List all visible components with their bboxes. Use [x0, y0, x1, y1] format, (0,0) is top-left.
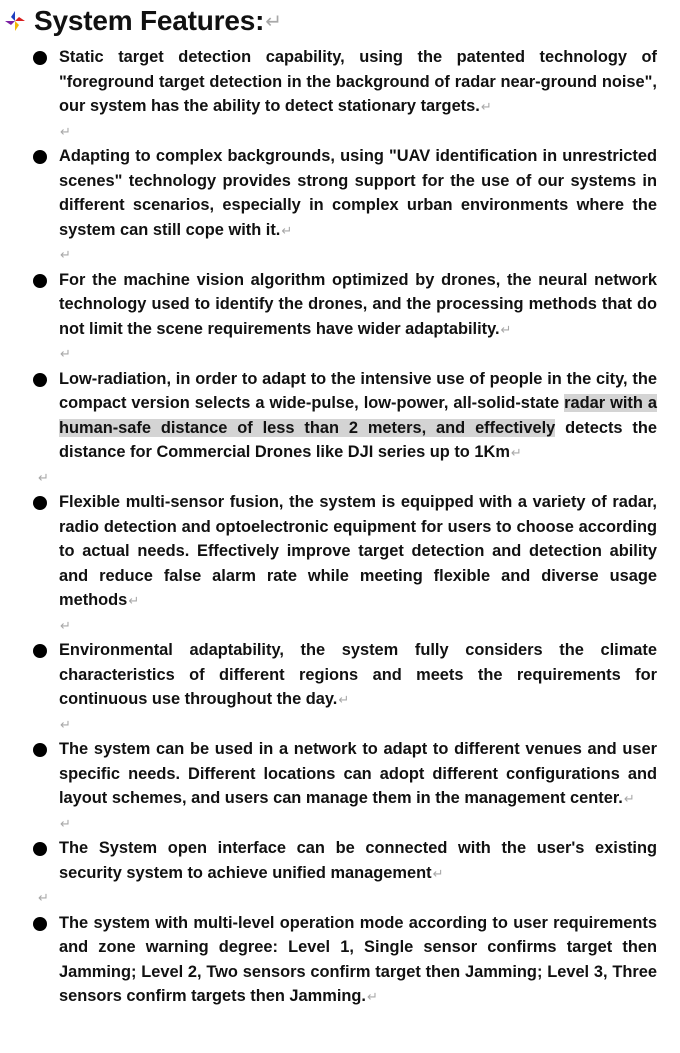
list-item-text: Flexible multi-sensor fusion, the system is equipped with a variety of radar, radio detection and optoelectronic equipment for users to choose according to actual needs. Effectively improve target detection and detection ability and reduce false alarm rate while meeting flexible and diverse usage methods	[59, 493, 657, 609]
empty-paragraph	[0, 342, 680, 367]
section-heading	[4, 3, 282, 39]
pinwheel-bullet-icon	[4, 10, 26, 32]
bullet-dot-icon	[33, 842, 47, 856]
list-item	[0, 144, 680, 243]
empty-paragraph	[0, 713, 680, 738]
paragraph-mark: ↵	[480, 99, 492, 114]
paragraph-mark: ↵	[432, 865, 444, 881]
list-item	[0, 836, 680, 886]
paragraph-mark: ↵	[38, 890, 49, 905]
page-title: System Features:	[34, 5, 265, 36]
list-item-text: Adapting to complex backgrounds, using "UAV identification in unrestricted scenes" technology provides strong support for the use of our systems in different scenarios, especially in complex urban environments where the system can still cope with it.	[59, 147, 657, 239]
paragraph-mark: ↵	[128, 593, 140, 608]
bullet-dot-icon	[33, 373, 47, 387]
empty-paragraph	[0, 812, 680, 837]
list-item-text: The System open interface can be connected with the user's existing security system to achieve unified management	[59, 839, 657, 882]
list-item	[0, 638, 680, 713]
bullet-dot-icon	[33, 743, 47, 757]
list-item-text: Environmental adaptability, the system fully considers the climate characteristics of different regions and meets the requirements for continuous use throughout the day.	[59, 641, 657, 708]
empty-paragraph	[0, 886, 680, 911]
paragraph-mark: ↵	[60, 123, 71, 139]
paragraph-mark: ↵	[366, 989, 378, 1004]
paragraph-mark: ↵	[60, 815, 71, 831]
empty-paragraph	[0, 243, 680, 268]
bullet-dot-icon	[33, 150, 47, 164]
empty-paragraph	[0, 466, 680, 491]
paragraph-mark: ↵	[60, 247, 71, 262]
bullet-dot-icon	[33, 496, 47, 510]
list-item	[0, 490, 680, 614]
list-item	[0, 45, 680, 120]
paragraph-mark: ↵	[60, 346, 71, 361]
list-item-text: The system can be used in a network to adapt to different venues and user specific needs. Different locations can adopt different configurations and layout schemes, and users can manage them in the management center.	[59, 740, 657, 807]
paragraph-mark: ↵	[38, 469, 49, 485]
list-item	[0, 737, 680, 812]
list-item-text: The system with multi-level operation mode according to user requirements and zone warning degree: Level 1, Single sensor confirms target then Jamming; Level 2, Two sensors confirm target then Jamming; Level 3, Three sensors confirm targets then Jamming.	[59, 913, 657, 1005]
paragraph-mark: ↵	[281, 222, 293, 238]
empty-paragraph	[0, 614, 680, 639]
list-item-text: For the machine vision algorithm optimized by drones, the neural network technology used to identify the drones, and the processing methods that do not limit the scene requirements have wider adaptability.	[59, 270, 657, 338]
bullet-dot-icon	[33, 644, 47, 658]
highlighted-text: radar with a human-safe distance of less than 2 meters, and effectively	[59, 394, 658, 437]
list-item	[0, 268, 680, 343]
bullet-dot-icon	[33, 274, 47, 288]
paragraph-mark: ↵	[338, 692, 350, 707]
paragraph-mark: ↵	[60, 716, 71, 732]
paragraph-mark: ↵	[500, 321, 512, 337]
list-item-text: Low-radiation, in order to adapt to the intensive use of people in the city, the compact version selects a wide-pulse, low-power, all-solid-state	[59, 369, 657, 412]
empty-paragraph	[0, 120, 680, 145]
list-item	[0, 367, 680, 466]
paragraph-mark: ↵	[265, 10, 282, 33]
list-item	[0, 911, 680, 1010]
bullet-dot-icon	[33, 51, 47, 65]
list-item-text: detects the distance for Commercial Drones like DJI series up to 1Km	[59, 418, 657, 461]
list-item-text: Static target detection capability, using the patented technology of "foreground target detection in the background of radar near-ground noise", our system has the ability to detect stationary targets.	[59, 48, 657, 115]
paragraph-mark: ↵	[510, 445, 522, 460]
paragraph-mark: ↵	[623, 791, 635, 806]
features-list	[0, 45, 680, 1010]
bullet-dot-icon	[33, 917, 47, 931]
paragraph-mark: ↵	[60, 617, 71, 633]
